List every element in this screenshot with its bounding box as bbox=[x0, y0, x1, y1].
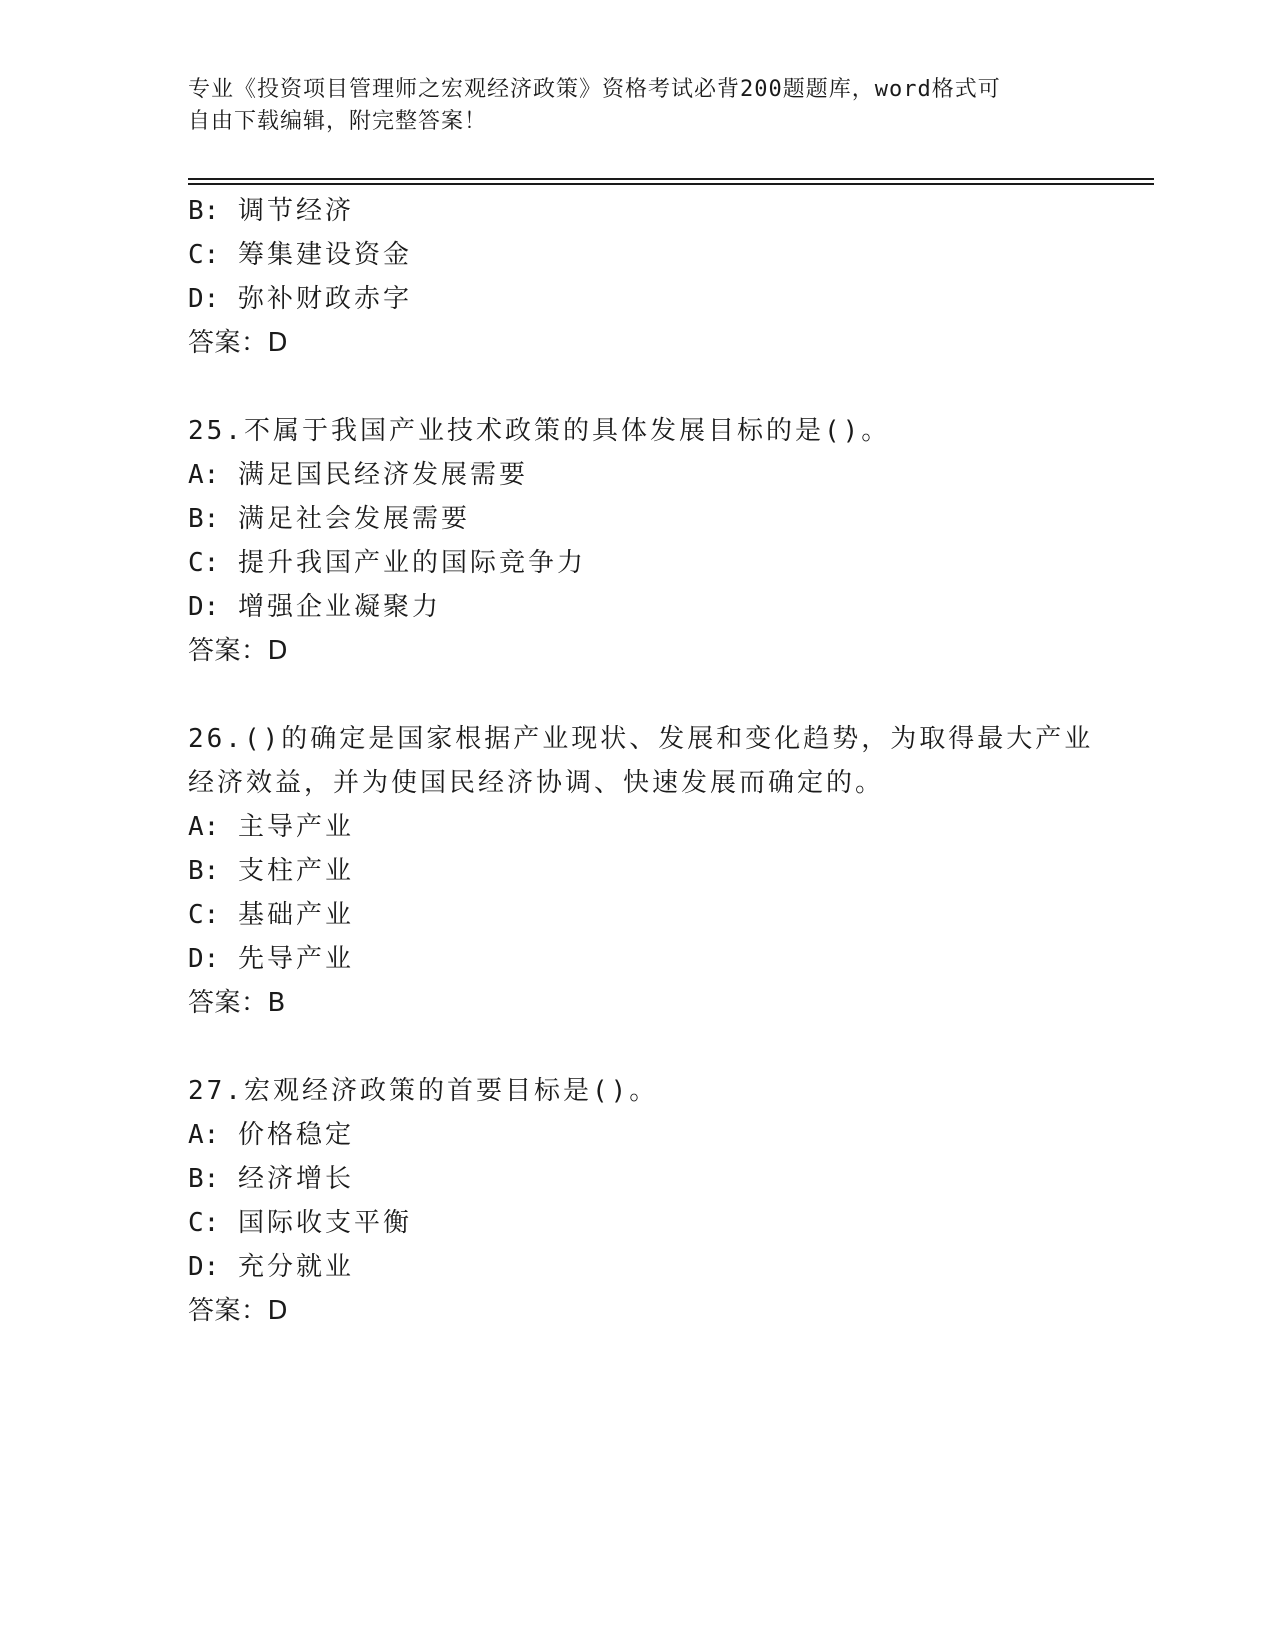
option-key: C: bbox=[188, 1208, 220, 1238]
question-stem: 经济效益，并为使国民经济协调、快速发展而确定的。 bbox=[188, 768, 885, 798]
question-stem: 25.不属于我国产业技术政策的具体发展目标的是()。 bbox=[188, 416, 891, 446]
option-line bbox=[188, 1118, 354, 1152]
answer-line: 答案：D bbox=[188, 636, 289, 666]
document-header bbox=[188, 74, 1068, 138]
option-line bbox=[188, 898, 354, 932]
option-line bbox=[188, 942, 354, 976]
option-text: 弥补财政赤字 bbox=[237, 284, 412, 314]
option-text: 充分就业 bbox=[237, 1252, 354, 1282]
header-line-1: 专业《投资项目管理师之宏观经济政策》资格考试必背200题题库，word格式可 bbox=[188, 77, 1001, 102]
option-text: 提升我国产业的国际竞争力 bbox=[237, 548, 586, 578]
option-line bbox=[188, 238, 412, 272]
answer-line: 答案：B bbox=[188, 988, 286, 1018]
option-text: 支柱产业 bbox=[237, 856, 354, 886]
option-key: B: bbox=[188, 196, 220, 226]
option-line bbox=[188, 458, 528, 492]
answer-line: 答案：D bbox=[188, 1296, 289, 1326]
option-line bbox=[188, 1206, 412, 1240]
option-text: 主导产业 bbox=[237, 812, 354, 842]
option-line bbox=[188, 810, 354, 844]
option-line bbox=[188, 194, 354, 228]
option-line bbox=[188, 546, 586, 580]
header-rule-top bbox=[188, 178, 1154, 180]
option-line bbox=[188, 854, 354, 888]
option-key: C: bbox=[188, 900, 220, 930]
question-stem: 26.()的确定是国家根据产业现状、发展和变化趋势，为取得最大产业 bbox=[188, 724, 1094, 754]
option-key: A: bbox=[188, 460, 220, 490]
option-key: C: bbox=[188, 548, 220, 578]
option-text: 国际收支平衡 bbox=[237, 1208, 412, 1238]
option-text: 满足社会发展需要 bbox=[237, 504, 470, 534]
option-text: 先导产业 bbox=[237, 944, 354, 974]
option-text: 基础产业 bbox=[237, 900, 354, 930]
option-key: B: bbox=[188, 856, 220, 886]
option-key: A: bbox=[188, 812, 220, 842]
question-stem: 27.宏观经济政策的首要目标是()。 bbox=[188, 1076, 659, 1106]
option-text: 满足国民经济发展需要 bbox=[237, 460, 528, 490]
option-line bbox=[188, 1250, 354, 1284]
option-key: B: bbox=[188, 504, 220, 534]
option-key: D: bbox=[188, 592, 220, 622]
header-rule-bottom bbox=[188, 183, 1154, 185]
option-text: 调节经济 bbox=[237, 196, 354, 226]
option-line bbox=[188, 590, 441, 624]
option-key: C: bbox=[188, 240, 220, 270]
option-line bbox=[188, 1162, 354, 1196]
option-line bbox=[188, 502, 470, 536]
header-line-2: 自由下载编辑，附完整答案！ bbox=[188, 109, 488, 134]
option-key: B: bbox=[188, 1164, 220, 1194]
option-text: 筹集建设资金 bbox=[237, 240, 412, 270]
option-line bbox=[188, 282, 412, 316]
option-key: A: bbox=[188, 1120, 220, 1150]
option-text: 价格稳定 bbox=[237, 1120, 354, 1150]
option-key: D: bbox=[188, 1252, 220, 1282]
option-key: D: bbox=[188, 944, 220, 974]
answer-line: 答案：D bbox=[188, 328, 289, 358]
option-key: D: bbox=[188, 284, 220, 314]
option-text: 增强企业凝聚力 bbox=[237, 592, 441, 622]
option-text: 经济增长 bbox=[237, 1164, 354, 1194]
